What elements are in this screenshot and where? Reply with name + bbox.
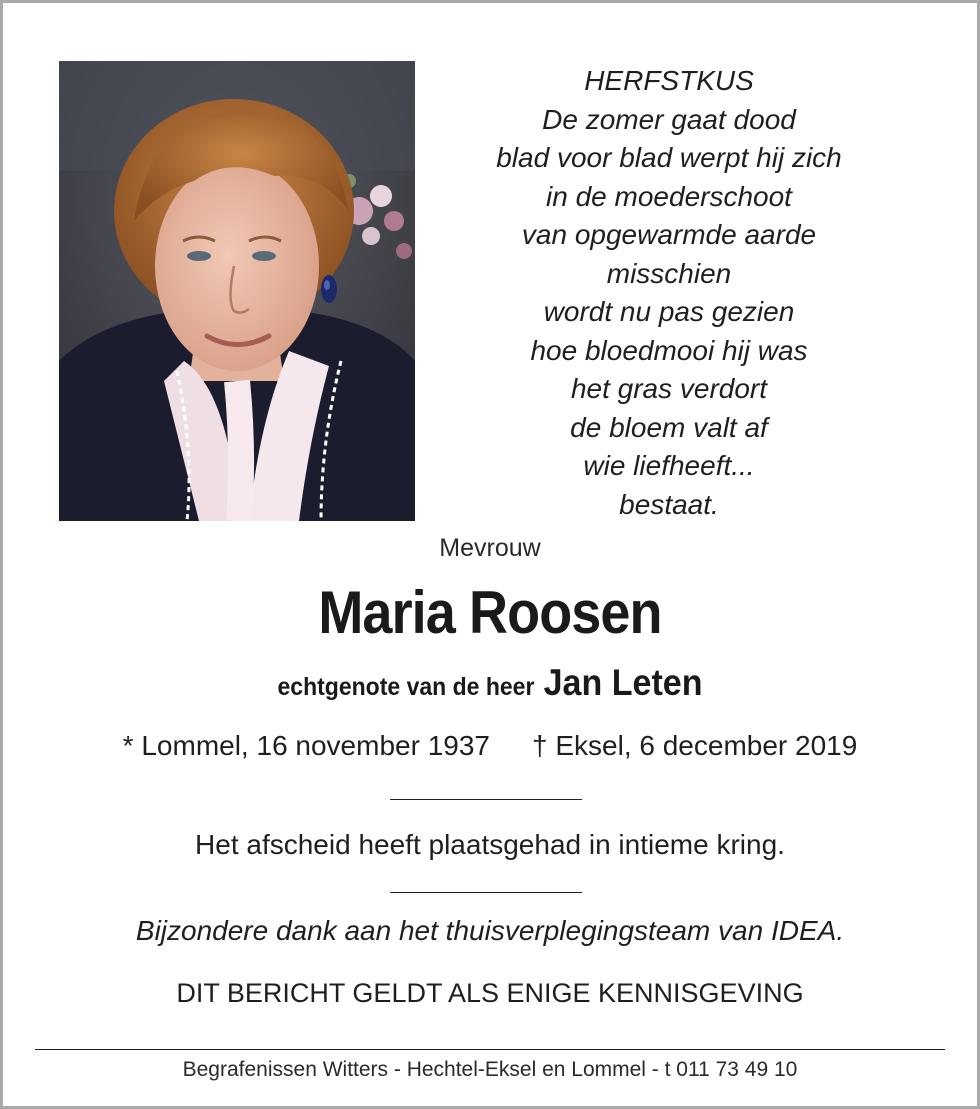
poem-line: in de moederschoot [546, 180, 792, 212]
poem-line: het gras verdort [570, 373, 768, 404]
deceased-name: Maria Roosen [318, 579, 662, 646]
poem-line: van opgewarmde aarde [521, 219, 817, 250]
notice-text: DIT BERICHT GELDT ALS ENIGE KENNISGEVING [176, 978, 804, 1008]
poem-line: de bloem valt af [570, 411, 768, 443]
poem-line: blad voor blad werpt hij zich [496, 142, 842, 173]
footer-divider [35, 1049, 945, 1050]
divider [390, 799, 582, 800]
poem-line: hoe bloedmooi hij was [530, 334, 808, 366]
poem [440, 62, 898, 524]
portrait-photo [59, 61, 415, 521]
poem-line: wordt nu pas gezien [543, 296, 795, 327]
salutation: Mevrouw [439, 534, 541, 562]
death-date: † Eksel, 6 december 2019 [532, 730, 858, 761]
poem-line: wie liefheeft... [583, 450, 755, 481]
poem-line: misschien [606, 257, 732, 289]
thanks-text: Bijzondere dank aan het thuisverplegingsteam van IDEA. [135, 915, 845, 946]
poem-title: HERFSTKUS [584, 65, 754, 96]
divider [390, 892, 582, 893]
birth-date: * Lommel, 16 november 1937 [122, 730, 490, 761]
life-dates [0, 730, 980, 762]
portrait-illustration [59, 61, 415, 521]
funeral-home-footer: Begrafenissen Witters - Hechtel-Eksel en Lommel - t 011 73 49 10 [182, 1058, 798, 1081]
spouse-name: Jan Leten [543, 662, 703, 703]
spouse-line [39, 662, 941, 704]
farewell-text: Het afscheid heeft plaatsgehad in intieme kring. [195, 829, 785, 860]
poem-line: De zomer gaat dood [542, 103, 796, 135]
poem-line: bestaat. [619, 488, 719, 520]
spouse-prefix: echtgenote van de heer [277, 673, 535, 701]
